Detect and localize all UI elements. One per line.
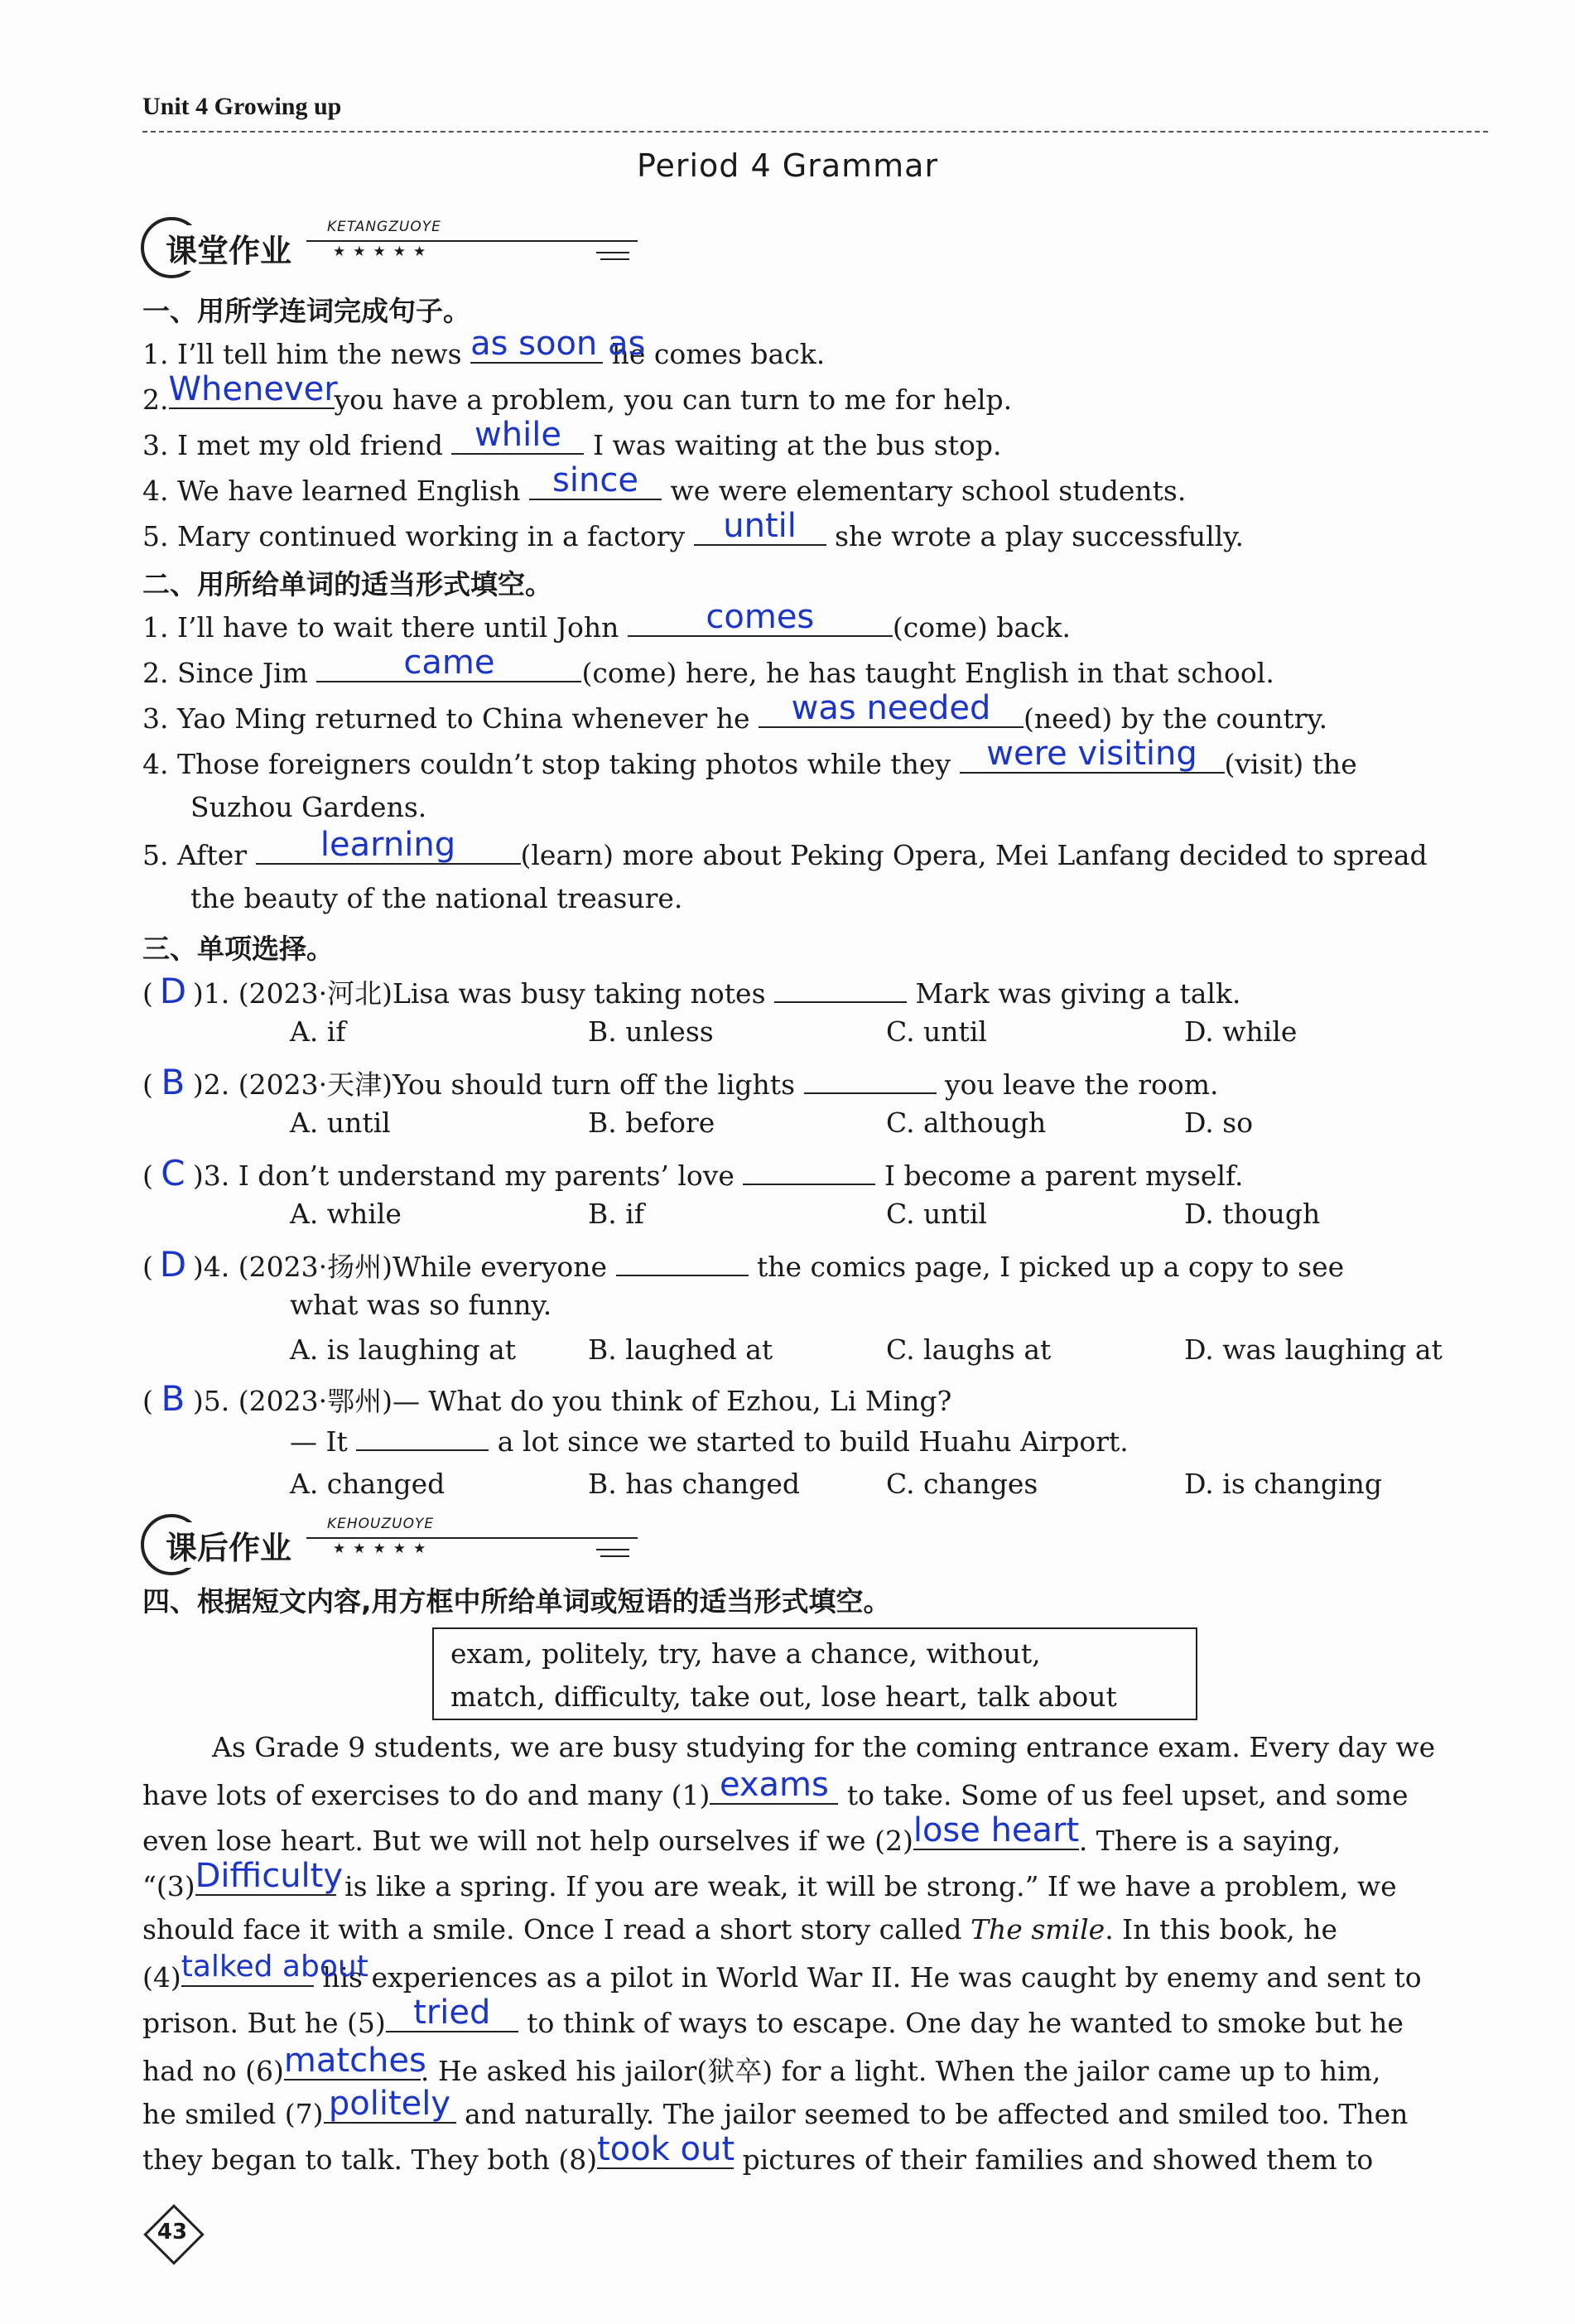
book-title: The smile: [971, 1913, 1105, 1946]
handwritten-answer: learning: [320, 826, 456, 864]
option-b: B. if: [588, 1198, 644, 1230]
answer-blank: [386, 1994, 518, 2032]
handwritten-answer: was needed: [791, 689, 991, 727]
handwritten-choice: C: [161, 1153, 185, 1193]
option-d: D. is changing: [1184, 1468, 1382, 1500]
mc-question: [142, 1062, 1219, 1102]
badge-stars: ★★★★★: [333, 1540, 434, 1557]
handwritten-answer: were visiting: [986, 735, 1197, 773]
question-text: )4. (2023·扬州)While everyone: [192, 1251, 616, 1283]
handwritten-choice: B: [161, 1378, 185, 1419]
answer-blank: [324, 2085, 456, 2124]
sec2-continuation: Suzhou Gardens.: [190, 791, 427, 823]
sec1-question: [142, 507, 1244, 552]
question-text: )5. (2023·鄂州)— What do you think of Ezhou, Li Ming?: [192, 1385, 952, 1417]
question-text: 3. I met my old friend: [142, 429, 452, 461]
answer-blank: [694, 507, 826, 546]
passage-text: he smiled (7): [142, 2098, 324, 2130]
handwritten-choice: B: [161, 1062, 185, 1102]
handwritten-answer: matches: [283, 2042, 426, 2080]
passage-text: even lose heart. But we will not help ourselves if we (2): [142, 1825, 913, 1857]
question-text: 4. We have learned English: [142, 475, 529, 507]
answer-blank: [743, 1157, 875, 1185]
passage-text: should face it with a smile. Once I read a short story called: [142, 1913, 971, 1946]
handwritten-answer: comes: [706, 598, 815, 636]
answer-blank: [616, 1248, 749, 1276]
handwritten-answer: as soon as: [470, 325, 646, 363]
option-b: B. has changed: [588, 1468, 801, 1500]
passage-line: [142, 2130, 1488, 2176]
badge-rule: [596, 252, 629, 253]
passage-text: is like a spring. If you are weak, it will be strong.” If we have a problem, we: [335, 1870, 1397, 1902]
handwritten-answer: since: [552, 461, 638, 499]
answer-blank: [913, 1811, 1080, 1850]
question-text: a lot since we started to build Huahu Airport.: [489, 1425, 1129, 1458]
handwritten-answer: exams: [719, 1766, 829, 1804]
question-text: 2.: [142, 383, 169, 416]
paren: (: [142, 1251, 153, 1283]
answer-blank: [628, 598, 893, 637]
answer-blank: [774, 975, 907, 1003]
question-text: the comics page, I picked up a copy to see: [748, 1251, 1345, 1283]
badge-rule: [306, 1537, 638, 1539]
question-text: )3. I don’t understand my parents’ love: [192, 1160, 744, 1192]
handwritten-answer: lose heart: [913, 1811, 1080, 1849]
question-text: I become a parent myself.: [875, 1160, 1244, 1192]
option-c: C. until: [886, 1015, 987, 1048]
question-text: (come) here, he has taught English in that school.: [581, 657, 1274, 689]
option-c: C. changes: [886, 1468, 1038, 1500]
classwork-badge: [141, 217, 505, 275]
mc-continuation: what was so funny.: [290, 1289, 552, 1321]
option-a: A. is laughing at: [290, 1333, 517, 1366]
option-c: C. although: [886, 1107, 1047, 1139]
passage-line: [142, 1811, 1488, 1857]
sec2-question: [142, 689, 1328, 735]
answer-blank: [804, 1066, 937, 1094]
passage-line: [142, 1766, 1488, 1811]
handwritten-answer: while: [474, 416, 561, 454]
badge-romanization: KEHOUZUOYE: [327, 1516, 435, 1532]
mc-continuation: [290, 1423, 1129, 1458]
page-number: [142, 2203, 202, 2263]
question-text: Mark was giving a talk.: [907, 977, 1241, 1010]
section-4-title: 四、根据短文内容,用方框中所给单词或短语的适当形式填空。: [142, 1585, 891, 1618]
passage-text: prison. But he (5): [142, 2007, 386, 2039]
page-title: Period 4 Grammar: [636, 147, 939, 184]
question-text: (visit) the: [1224, 748, 1357, 780]
handwritten-answer: took out: [597, 2130, 735, 2168]
section-3-title: 三、单项选择。: [142, 933, 334, 965]
sec2-question: [142, 644, 1274, 689]
badge-rule: [306, 240, 638, 242]
answer-blank: [451, 416, 584, 455]
question-text: (come) back.: [892, 611, 1072, 644]
answer-blank: [710, 1766, 838, 1805]
option-d: D. was laughing at: [1184, 1333, 1443, 1366]
word-box: [432, 1627, 1197, 1720]
answer-blank: [356, 1423, 489, 1451]
answer-blank: [529, 461, 662, 500]
passage-line: [142, 1913, 1488, 1946]
question-text: we were elementary school students.: [662, 475, 1187, 507]
homework-badge: [141, 1514, 505, 1572]
option-b: B. unless: [588, 1015, 714, 1048]
passage-line: [142, 1994, 1488, 2039]
word-box-row: exam, politely, try, have a chance, without,: [450, 1637, 1041, 1670]
mc-question: [142, 971, 1240, 1011]
badge-label: 课后作业: [162, 1522, 295, 1568]
passage-text: . There is a saying,: [1078, 1825, 1341, 1857]
badge-stars: ★★★★★: [333, 243, 434, 260]
question-text: you leave the room.: [936, 1068, 1219, 1101]
question-text: 3. Yao Ming returned to China whenever he: [142, 702, 759, 735]
handwritten-choice: D: [159, 971, 187, 1011]
sec1-question: [142, 325, 826, 370]
sec2-question: [142, 735, 1357, 780]
answer-blank: [597, 2130, 735, 2169]
passage-text: pictures of their families and showed them to: [734, 2143, 1374, 2176]
passage-text: had no (6): [142, 2055, 284, 2087]
answer-blank: [283, 2042, 426, 2081]
answer-blank: [195, 1857, 344, 1896]
question-text: — It: [290, 1425, 357, 1458]
option-b: B. before: [588, 1107, 715, 1139]
mc-question: [142, 1153, 1244, 1193]
option-c: C. laughs at: [886, 1333, 1052, 1366]
question-text: (need) by the country.: [1024, 702, 1328, 735]
handwritten-answer: Difficulty: [195, 1857, 344, 1895]
passage-text: and naturally. The jailor seemed to be affected and smiled too. Then: [455, 2098, 1409, 2130]
badge-rule: [600, 1555, 629, 1557]
passage-line: [142, 2042, 1488, 2089]
unit-header: Unit 4 Growing up: [142, 93, 342, 120]
question-text: she wrote a play successfully.: [826, 520, 1244, 552]
badge-rule: [596, 1549, 629, 1550]
mc-question: [142, 1378, 951, 1419]
mc-question: [142, 1244, 1344, 1285]
question-text: 1. I’ll tell him the news: [142, 338, 471, 370]
handwritten-answer: until: [723, 507, 797, 545]
question-text: )2. (2023·天津)You should turn off the lights: [192, 1068, 804, 1101]
answer-blank: [470, 325, 646, 364]
passage-text: (4): [142, 1961, 181, 1994]
handwritten-answer: came: [403, 644, 495, 682]
option-a: A. until: [290, 1107, 391, 1139]
question-text: you have a problem, you can turn to me for help.: [334, 383, 1013, 416]
option-c: C. until: [886, 1198, 987, 1230]
passage-text: his experiences as a pilot in World War II. He was caught by enemy and sent to: [313, 1961, 1422, 1994]
question-text: 5. After: [142, 839, 256, 871]
sec1-question: [142, 416, 1002, 461]
passage-text: “(3): [142, 1870, 195, 1902]
option-b: B. laughed at: [588, 1333, 773, 1366]
header-divider: [142, 131, 1488, 133]
passage-line: As Grade 9 students, we are busy studying for the coming entrance exam. Every day we: [212, 1731, 1436, 1763]
sec2-question: [142, 598, 1072, 644]
badge-romanization: KETANGZUOYE: [327, 219, 441, 235]
handwritten-answer: politely: [328, 2085, 451, 2123]
passage-line: [142, 2085, 1488, 2130]
answer-blank: [168, 370, 338, 409]
option-d: D. while: [1184, 1015, 1298, 1048]
handwritten-choice: D: [159, 1244, 187, 1285]
badge-rule: [600, 258, 629, 260]
word-box-row: match, difficulty, take out, lose heart, talk about: [450, 1680, 1117, 1713]
badge-label: 课堂作业: [162, 225, 295, 271]
sec2-question: [142, 826, 1428, 871]
question-text: 1. I’ll have to wait there until John: [142, 611, 628, 644]
handwritten-answer: Whenever: [168, 370, 338, 408]
option-d: D. though: [1184, 1198, 1321, 1230]
answer-blank: [181, 1950, 368, 1987]
question-text: (learn) more about Peking Opera, Mei Lanfang decided to spread: [520, 839, 1428, 871]
passage-text: . In this book, he: [1105, 1913, 1338, 1946]
answer-blank: [316, 644, 581, 682]
option-d: D. so: [1184, 1107, 1254, 1139]
sec2-continuation: the beauty of the national treasure.: [190, 882, 683, 914]
question-text: he comes back.: [603, 338, 826, 370]
sec1-question: [142, 461, 1187, 507]
passage-line: [142, 1857, 1488, 1902]
question-text: 4. Those foreigners couldn’t stop taking photos while they: [142, 748, 960, 780]
section-2-title: 二、用所给单词的适当形式填空。: [142, 568, 552, 600]
question-text: 2. Since Jim: [142, 657, 317, 689]
passage-text: . He asked his jailor(狱卒) for a light. When the jailor came up to him,: [420, 2055, 1381, 2087]
handwritten-answer: talked about: [181, 1950, 368, 1984]
handwritten-answer: tried: [413, 1994, 491, 2032]
option-a: A. changed: [290, 1468, 446, 1500]
passage-text: to take. Some of us feel upset, and some: [838, 1779, 1409, 1811]
passage-text: they began to talk. They both (8): [142, 2143, 598, 2176]
option-a: A. while: [290, 1198, 402, 1230]
passage-line: [142, 1950, 1488, 1994]
question-text: I was waiting at the bus stop.: [584, 429, 1002, 461]
answer-blank: [960, 735, 1225, 774]
question-text: )1. (2023·河北)Lisa was busy taking notes: [192, 977, 774, 1010]
passage-text: to think of ways to escape. One day he wanted to smoke but he: [518, 2007, 1404, 2039]
option-a: A. if: [290, 1015, 346, 1048]
section-1-title: 一、用所学连词完成句子。: [142, 295, 470, 327]
paren: (: [142, 1068, 153, 1101]
paren: (: [142, 1385, 153, 1417]
answer-blank: [759, 689, 1024, 728]
paren: (: [142, 1160, 153, 1192]
sec1-question: [142, 370, 1013, 416]
paren: (: [142, 977, 153, 1010]
page-number-text: 43: [157, 2220, 188, 2244]
question-text: 5. Mary continued working in a factory: [142, 520, 694, 552]
passage-text: have lots of exercises to do and many (1): [142, 1779, 710, 1811]
answer-blank: [256, 826, 521, 865]
